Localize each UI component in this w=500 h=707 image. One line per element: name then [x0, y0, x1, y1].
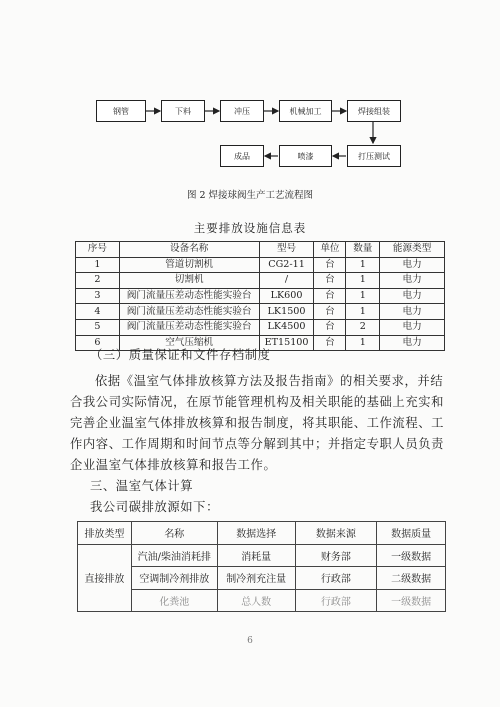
table-cell: 5 [76, 319, 120, 335]
table-cell: 财务部 [295, 544, 377, 567]
table-header-row [78, 522, 446, 545]
table-cell: 4 [76, 304, 120, 320]
table-cell: 1 [346, 257, 380, 273]
table-cell: 消耗量 [217, 544, 295, 567]
table-cell: 1 [346, 304, 380, 320]
table-cell: 3 [76, 288, 120, 304]
table-cell: 阀门流量压差动态性能实验台 [119, 304, 259, 320]
table-cell: 电力 [380, 335, 445, 351]
figure-caption: 图 2 焊接球阀生产工艺流程图 [186, 190, 314, 201]
table-cell: 1 [346, 335, 380, 351]
table-cell: 电力 [380, 304, 445, 320]
table-row [78, 589, 446, 612]
table-header-cell: 序号 [76, 242, 120, 258]
table-header-cell: 名称 [131, 522, 217, 545]
table-cell: 总人数 [217, 589, 295, 612]
table-header-cell: 型号 [259, 242, 314, 258]
table-cell: 制冷剂充注量 [217, 567, 295, 590]
table-cell: 空气压缩机 [119, 335, 259, 351]
table-row [76, 257, 445, 273]
table-header-cell: 数据质量 [377, 522, 446, 545]
table-cell: 一级数据 [377, 544, 446, 567]
table-header-cell: 设备名称 [119, 242, 259, 258]
emission-facilities-table [75, 241, 445, 351]
flow-step-painting: 喷漆 [279, 145, 332, 167]
table-cell: 管道切割机 [119, 257, 259, 273]
table-header-cell: 数量 [346, 242, 380, 258]
table-cell: 1 [76, 257, 120, 273]
ghg-section-intro: 我公司碳排放源如下： [90, 500, 219, 514]
section3-heading: （三）质量保证和文件存档制度 [90, 348, 271, 362]
table-cell: 台 [314, 288, 346, 304]
table-cell: 6 [76, 335, 120, 351]
table-cell: 台 [314, 273, 346, 289]
flow-step-stamping: 冲压 [220, 100, 264, 122]
flow-step-pressure-test: 打压测试 [347, 145, 401, 167]
table-cell: 1 [346, 288, 380, 304]
table-cell: 电力 [380, 319, 445, 335]
table-cell: 1 [346, 273, 380, 289]
ghg-section-heading: 三、温室气体计算 [90, 479, 194, 493]
table-header-cell: 数据来源 [295, 522, 377, 545]
emission-type-cell: 直接排放 [78, 544, 132, 612]
flow-step-welding-assembly: 焊接组装 [347, 100, 401, 122]
table-cell: ET15100 [259, 335, 314, 351]
section3-line-3: 完善企业温室气体排放核算和报告制度，将其职能、工作流程、工 [70, 416, 445, 430]
table-cell: 切割机 [119, 273, 259, 289]
table-cell: 阀门流量压差动态性能实验台 [119, 288, 259, 304]
table-cell: 化粪池 [131, 589, 217, 612]
table-cell: CG2-11 [259, 257, 314, 273]
section3-line-2: 合我公司实际情况，在原节能管理机构及相关职能的基础上充实和 [70, 395, 445, 409]
table-cell: 行政部 [295, 589, 377, 612]
flow-step-finished-product: 成品 [220, 145, 264, 167]
emission-sources-table [77, 521, 446, 612]
page-number: 6 [247, 636, 253, 646]
table-header-cell: 排放类型 [78, 522, 132, 545]
table-row [76, 304, 445, 320]
table-cell: 台 [314, 335, 346, 351]
table-header-cell: 能源类型 [380, 242, 445, 258]
table-cell: 电力 [380, 273, 445, 289]
table-row [76, 319, 445, 335]
table-cell: 空调制冷剂排放 [131, 567, 217, 590]
table-cell: 2 [346, 319, 380, 335]
table-cell: 行政部 [295, 567, 377, 590]
table-row [78, 544, 446, 567]
table1-title: 主要排放设施信息表 [193, 221, 307, 235]
table-cell: 台 [314, 304, 346, 320]
flow-step-steel-pipe: 钢管 [96, 100, 146, 122]
table-cell: LK600 [259, 288, 314, 304]
table-row [76, 288, 445, 304]
table-cell: 汽油/柴油消耗排 [131, 544, 217, 567]
table-row [76, 273, 445, 289]
table-cell: 台 [314, 319, 346, 335]
flow-step-machining: 机械加工 [279, 100, 332, 122]
table-cell: 电力 [380, 288, 445, 304]
table-cell: 二级数据 [377, 567, 446, 590]
table-cell: LK1500 [259, 304, 314, 320]
table-row [78, 567, 446, 590]
table-cell: 一级数据 [377, 589, 446, 612]
table-cell: LK4500 [259, 319, 314, 335]
table-cell: 电力 [380, 257, 445, 273]
section3-line-4: 作内容、工作周期和时间节点等分解到其中；并指定专职人员负责 [70, 437, 445, 451]
flow-step-cutting: 下料 [161, 100, 205, 122]
table-cell: 台 [314, 257, 346, 273]
section3-line-1: 依据《温室气体排放核算方法及报告指南》的相关要求，并结 [95, 374, 444, 388]
table-header-cell: 单位 [314, 242, 346, 258]
table-header-row [76, 242, 445, 258]
table-cell: 2 [76, 273, 120, 289]
section3-line-5: 企业温室气体排放核算和报告工作。 [70, 458, 277, 472]
table-cell: / [259, 273, 314, 289]
table-cell: 阀门流量压差动态性能实验台 [119, 319, 259, 335]
table-header-cell: 数据选择 [217, 522, 295, 545]
